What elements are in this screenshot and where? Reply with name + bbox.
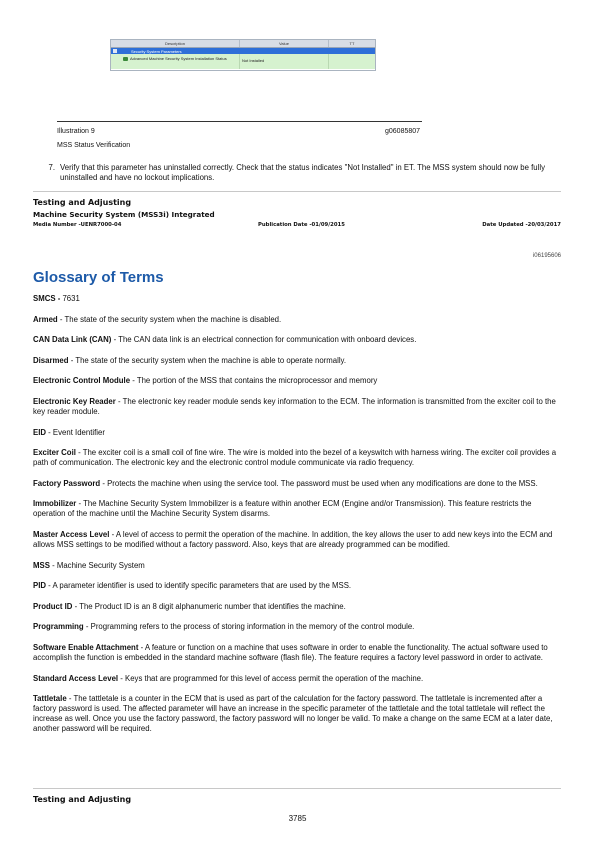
glossary-term: MSS [33,560,50,570]
glossary-definition: - The portion of the MSS that contains the microprocessor and memory [130,376,378,386]
glossary-entry [33,561,561,571]
glossary-term: Electronic Key Reader [33,396,116,406]
parameter-screenshot [110,39,376,71]
glossary-term: Tattletale [33,694,67,704]
illustration-number: Illustration 9 [57,128,95,135]
media-number: Media Number -UENR7000-04 [33,222,122,228]
glossary-definition: - The tattletale is a counter in the ECM that is used as part of the calculation for the factory password. The tattletale is incremented after a factory password is used. The affected parameter will have an increase in the specific parameter of the tattletale and the total tattletale will reflect the increase as well. Once you use the factory password, the factory password will no longer be valid. To make a change on the same ECM at a later date, another password will be required. [33,694,553,734]
parameter-value: Not Installed [240,54,329,69]
glossary-definition: - The Machine Security System Immobilizer is a feature within another ECM (Engine and/or Transmission). This feature restricts the operation of the machine until the Machine Security System disarms. [33,499,532,519]
glossary-entry [33,356,561,366]
glossary-entry [33,376,561,386]
illustration-caption: MSS Status Verification [57,142,131,149]
glossary-entry [33,694,561,734]
page-number: 3785 [288,814,307,823]
procedure-step [40,163,560,183]
glossary-list [33,294,561,745]
glossary-term: CAN Data Link (CAN) [33,335,112,345]
glossary-term: PID [33,581,46,591]
footer-section-title: Testing and Adjusting [33,795,132,804]
section-title: Testing and Adjusting [33,198,132,207]
parameter-icon [123,57,128,61]
glossary-definition: - The state of the security system when the machine is able to operate normally. [68,355,347,365]
footer-divider [33,788,561,789]
glossary-definition: - Event Identifier [46,427,105,437]
glossary-entry [33,315,561,325]
glossary-term: Immobilizer [33,499,77,509]
glossary-definition: - A level of access to permit the operation of the machine. In addition, the key allows the user to add new keys into the ECM and allows MSS settings to be modified without a factory password. Also, keys that are already programmed can be modified. [33,529,553,549]
illustration-rule [57,121,422,122]
section-divider [33,191,561,192]
glossary-definition: - The Product ID is an 8 digit alphanumeric number that identifies the machine. [72,601,346,611]
section-subtitle: Machine Security System (MSS3i) Integrated [33,210,215,219]
parameter-description [111,54,240,69]
glossary-entry [33,643,561,663]
publication-date: Publication Date -01/09/2015 [258,222,345,228]
glossary-definition: - Programming refers to the process of storing information in the memory of the control module. [83,622,415,632]
glossary-entry [33,674,561,684]
parameter-tt [329,54,375,69]
glossary-definition: - The state of the security system when the machine is disabled. [57,314,282,324]
group-label: Security System Parameters [131,48,182,54]
glossary-term: Programming [33,622,84,632]
column-description: Description [111,40,240,47]
parameter-row [111,54,375,69]
glossary-definition: 7631 [60,294,80,303]
glossary-term: Master Access Level [33,529,110,539]
glossary-term: Product ID [33,601,73,611]
glossary-term: Factory Password [33,478,101,488]
glossary-entry [33,397,561,417]
glossary-definition: - A feature or function on a machine that uses software in order to enable the functionality. The actual software used to accomplish the function is embedded in the standard machine software (flash file). The feature requires a factory level password in order to activate. [33,642,548,662]
screenshot-header [111,40,375,48]
glossary-definition: - Protects the machine when using the service tool. The password must be used when any modifications are done to the MSS. [100,478,538,488]
parameter-description-text: Advanced Machine Security System Installation Status [130,56,227,61]
glossary-definition: - The CAN data link is an electrical connection for communication with onboard devices. [111,335,417,345]
glossary-term: Disarmed [33,355,69,365]
glossary-entry [33,335,561,345]
column-value: Value [240,40,329,47]
glossary-entry [33,479,561,489]
glossary-definition: - Keys that are programmed for this level of access permit the operation of the machine. [118,673,424,683]
glossary-term: Software Enable Attachment [33,642,139,652]
document-id: i06195606 [532,253,561,259]
step-text: Verify that this parameter has uninstalled correctly. Check that the status indicates "Not Installed" in ET. The MSS system should now be fully uninstalled and have no lockout implications. [60,163,545,182]
glossary-term: SMCS - [33,294,61,303]
glossary-term: Standard Access Level [33,673,119,683]
glossary-title: Glossary of Terms [33,269,164,286]
date-updated: Date Updated -20/03/2017 [482,222,561,228]
glossary-term: EID [33,427,46,437]
glossary-definition: - The exciter coil is a small coil of fine wire. The wire is molded into the bezel of a keyswitch with harness wiring. The exciter coil provides a path of communication. The electronic key and the electronic control module communicate via radio frequency. [33,448,557,468]
glossary-entry [33,602,561,612]
glossary-definition: - Machine Security System [49,560,145,570]
glossary-term: Exciter Coil [33,448,76,458]
illustration-id: g06085807 [385,128,421,135]
glossary-entry [33,294,561,304]
glossary-entry [33,530,561,550]
glossary-term: Electronic Control Module [33,376,131,386]
expand-icon [113,49,117,53]
glossary-term: Armed [33,314,58,324]
glossary-entry [33,448,561,468]
step-number: 7. [48,163,55,172]
column-tt: TT [349,41,355,46]
glossary-entry [33,622,561,632]
glossary-entry [33,428,561,438]
glossary-entry [33,581,561,591]
glossary-definition: - The electronic key reader module sends key information to the ECM. The information is transmitted from the exciter coil to the key reader module. [33,396,556,416]
glossary-entry [33,499,561,519]
glossary-definition: - A parameter identifier is used to identify specific parameters that are used by the MSS. [46,581,352,591]
